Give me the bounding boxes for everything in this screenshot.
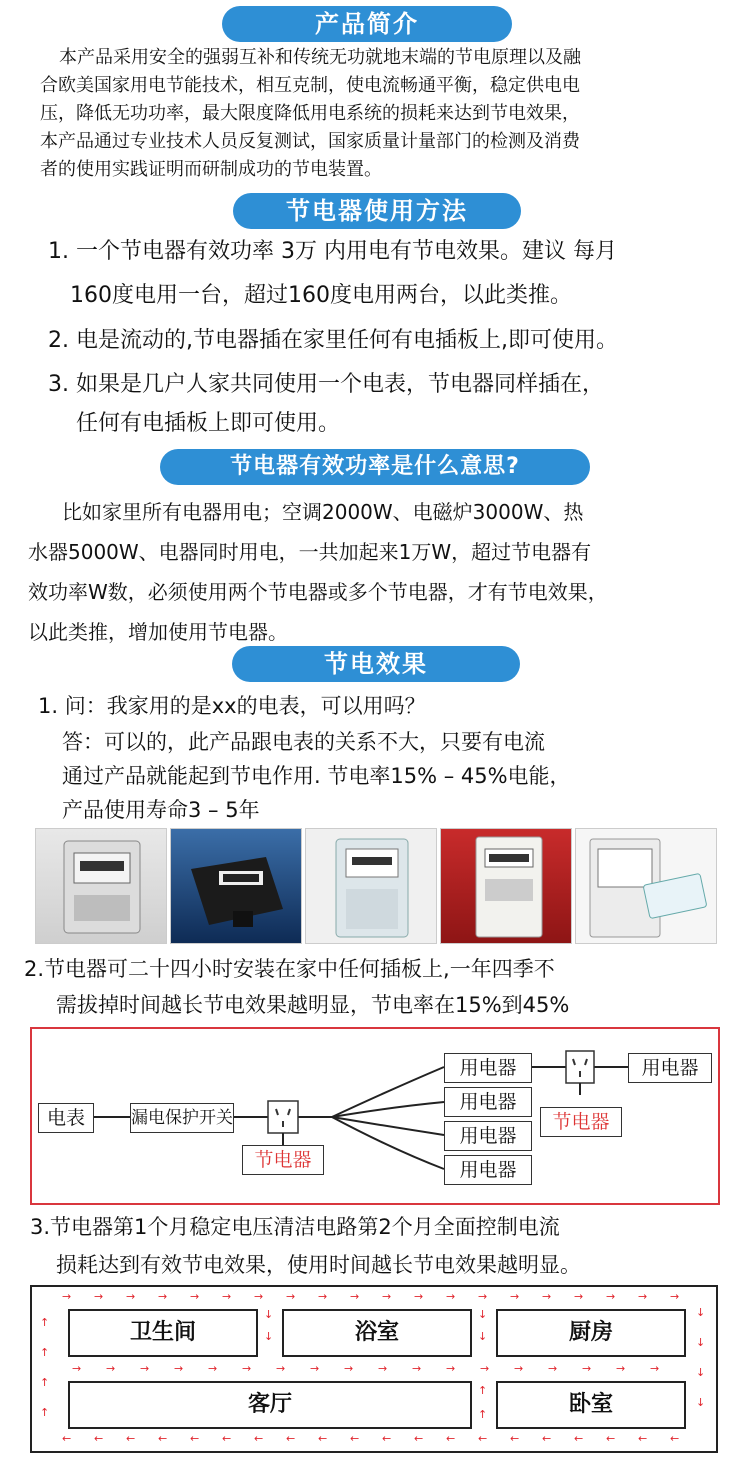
intro-line: 压，降低无功功率，最大限度降低用电系统的损耗来达到节电效果， [40,103,580,124]
power-line: 效功率W数，必须使用两个节电器或多个节电器，才有节电效果， [28,580,608,604]
current-arrow-icon: → [670,1290,680,1303]
current-arrow-icon: ↓ [264,1330,274,1343]
current-arrow-icon: ↓ [696,1336,706,1349]
current-arrow-icon: ↑ [40,1406,50,1419]
section-title-power: 节电器有效功率是什么意思? [160,449,590,485]
current-arrow-icon: ← [222,1432,232,1445]
current-arrow-icon: ← [158,1432,168,1445]
current-arrow-icon: → [72,1362,82,1375]
point3-line: 3.节电器第1个月稳定电压清洁电路第2个月全面控制电流 [30,1215,560,1239]
current-arrow-icon: → [222,1290,232,1303]
meter-photo-5 [575,828,717,944]
current-arrow-icon: → [412,1362,422,1375]
current-arrow-icon: → [414,1290,424,1303]
current-arrow-icon: → [106,1362,116,1375]
room-bathroom: 卫生间 [68,1309,258,1357]
meter-photo-3 [305,828,437,944]
current-arrow-icon: → [510,1290,520,1303]
appliance-box: 用电器 [444,1121,532,1151]
current-arrow-icon: ← [542,1432,552,1445]
power-line: 比如家里所有电器用电；空调2000W、电磁炉3000W、热 [62,500,584,524]
current-arrow-icon: → [174,1362,184,1375]
saver-box-right: 节电器 [540,1107,622,1137]
intro-line: 本产品通过专业技术人员反复测试，国家质量计量部门的检测及消费 [40,131,580,152]
current-arrow-icon: → [650,1362,660,1375]
current-arrow-icon: → [378,1362,388,1375]
current-arrow-icon: ↓ [478,1308,488,1321]
section-title-usage: 节电器使用方法 [233,193,521,229]
current-arrow-icon: → [286,1290,296,1303]
qa-question: 1. 问：我家用的是xx的电表，可以用吗？ [38,694,426,718]
qa-answer-line: 通过产品就能起到节电作用. 节电率15% – 45%电能， [62,764,571,788]
current-arrow-icon: → [606,1290,616,1303]
current-arrow-icon: → [478,1290,488,1303]
current-arrow-icon: ↓ [478,1330,488,1343]
current-arrow-icon: → [548,1362,558,1375]
usage-line: 160度电用一台，超过160度电用两台，以此类推。 [70,283,572,308]
current-arrow-icon: ← [126,1432,136,1445]
current-arrow-icon: → [382,1290,392,1303]
current-arrow-icon: ← [414,1432,424,1445]
meter-photo-4 [440,828,572,944]
current-arrow-icon: → [574,1290,584,1303]
qa-answer-line: 答：可以的，此产品跟电表的关系不大，只要有电流 [62,730,545,754]
house-plan [30,1285,718,1453]
section-title-intro: 产品简介 [222,6,512,42]
current-arrow-icon: → [94,1290,104,1303]
current-arrow-icon: ← [446,1432,456,1445]
current-arrow-icon: ↓ [696,1366,706,1379]
usage-line: 1. 一个节电器有效功率 3万 内用电有节电效果。建议 每月 [48,239,617,264]
meter-photo-2 [170,828,302,944]
current-arrow-icon: → [310,1362,320,1375]
section-title-effect: 节电效果 [232,646,520,682]
current-arrow-icon: ↓ [696,1396,706,1409]
current-arrow-icon: → [480,1362,490,1375]
current-arrow-icon: ↑ [40,1376,50,1389]
current-arrow-icon: ← [478,1432,488,1445]
appliance-box: 用电器 [444,1053,532,1083]
current-arrow-icon: → [140,1362,150,1375]
current-arrow-icon: → [446,1290,456,1303]
current-arrow-icon: ← [190,1432,200,1445]
current-arrow-icon: ← [350,1432,360,1445]
current-arrow-icon: ← [638,1432,648,1445]
current-arrow-icon: → [190,1290,200,1303]
appliance-box: 用电器 [628,1053,712,1083]
current-arrow-icon: ↑ [40,1346,50,1359]
room-bedroom: 卧室 [496,1381,686,1429]
current-arrow-icon: ← [254,1432,264,1445]
current-arrow-icon: ← [382,1432,392,1445]
wiring-diagram [30,1027,720,1205]
current-arrow-icon: ↓ [696,1306,706,1319]
current-arrow-icon: → [446,1362,456,1375]
current-arrow-icon: → [158,1290,168,1303]
meter-photo-1 [35,828,167,944]
current-arrow-icon: ↑ [478,1408,488,1421]
current-arrow-icon: ← [606,1432,616,1445]
current-arrow-icon: ↑ [40,1316,50,1329]
intro-line: 者的使用实践证明而研制成功的节电装置。 [40,159,382,180]
current-arrow-icon: → [638,1290,648,1303]
current-arrow-icon: ← [286,1432,296,1445]
current-arrow-icon: ← [94,1432,104,1445]
current-arrow-icon: ← [318,1432,328,1445]
point3-line: 损耗达到有效节电效果，使用时间越长节电效果越明显。 [56,1253,581,1277]
current-arrow-icon: → [254,1290,264,1303]
current-arrow-icon: ← [670,1432,680,1445]
current-arrow-icon: → [582,1362,592,1375]
current-arrow-icon: ← [510,1432,520,1445]
usage-line: 3. 如果是几户人家共同使用一个电表，节电器同样插在， [48,372,604,397]
room-shower: 浴室 [282,1309,472,1357]
intro-line: 合欧美国家用电节能技术，相互克制，使电流畅通平衡，稳定供电电 [40,75,580,96]
current-arrow-icon: → [616,1362,626,1375]
current-arrow-icon: ↓ [264,1308,274,1321]
current-arrow-icon: → [208,1362,218,1375]
current-arrow-icon: → [276,1362,286,1375]
breaker-box: 漏电保护开关 [130,1103,234,1133]
current-arrow-icon: ↑ [478,1384,488,1397]
usage-line: 2. 电是流动的,节电器插在家里任何有电插板上,即可使用。 [48,328,618,353]
current-arrow-icon: → [126,1290,136,1303]
current-arrow-icon: → [542,1290,552,1303]
appliance-box: 用电器 [444,1087,532,1117]
intro-line: 本产品采用安全的强弱互补和传统无功就地末端的节电原理以及融 [59,47,581,68]
current-arrow-icon: → [344,1362,354,1375]
power-line: 以此类推，增加使用节电器。 [28,620,288,644]
current-arrow-icon: ← [62,1432,72,1445]
saver-box-left: 节电器 [242,1145,324,1175]
power-line: 水器5000W、电器同时用电，一共加起来1万W，超过节电器有 [28,540,592,564]
meter-box: 电表 [38,1103,94,1133]
point2-line: 需拔掉时间越长节电效果越明显，节电率在15%到45% [56,993,570,1017]
room-living: 客厅 [68,1381,472,1429]
current-arrow-icon: → [514,1362,524,1375]
qa-answer-line: 产品使用寿命3 – 5年 [62,798,260,822]
current-arrow-icon: → [350,1290,360,1303]
room-kitchen: 厨房 [496,1309,686,1357]
usage-line: 任何有电插板上即可使用。 [76,411,341,436]
appliance-box: 用电器 [444,1155,532,1185]
current-arrow-icon: → [62,1290,72,1303]
point2-line: 2.节电器可二十四小时安装在家中任何插板上,一年四季不 [24,957,555,981]
current-arrow-icon: → [242,1362,252,1375]
current-arrow-icon: ← [574,1432,584,1445]
current-arrow-icon: → [318,1290,328,1303]
